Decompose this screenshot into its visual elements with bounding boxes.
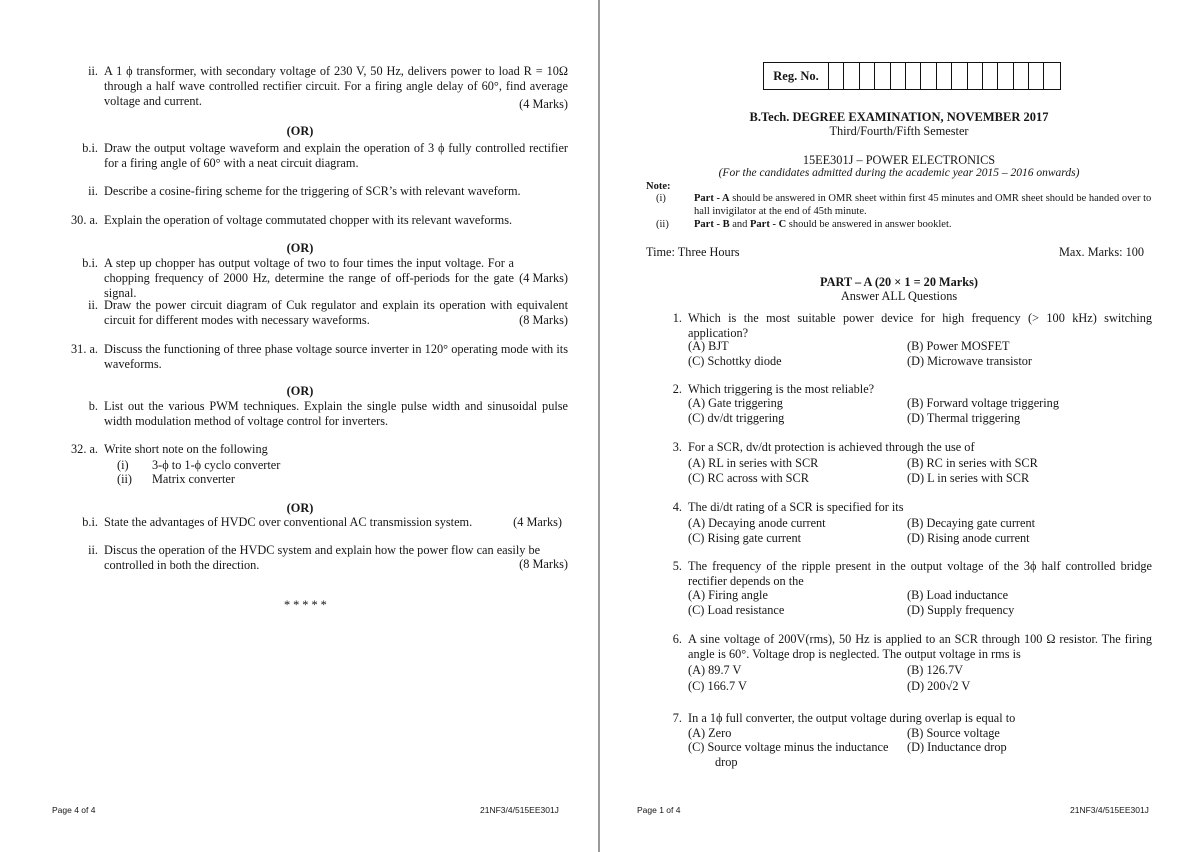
- option-c[interactable]: (C) RC across with SCR: [688, 471, 809, 485]
- marks: (8 Marks): [519, 313, 568, 327]
- reg-digit-box[interactable]: [906, 63, 921, 89]
- or-divider: (OR): [286, 384, 314, 398]
- option-d[interactable]: (D) Inductance drop: [907, 740, 1007, 754]
- max-marks: Max. Marks: 100: [1059, 245, 1145, 259]
- option-d[interactable]: (D) Thermal triggering: [907, 411, 1021, 425]
- note-2: Part - B and Part - C should be answered in answer booklet.: [694, 219, 952, 230]
- page-number: Page 1 of 4: [637, 805, 681, 815]
- reg-digit-box[interactable]: [1044, 63, 1059, 89]
- option-c[interactable]: (C) Source voltage minus the inductance drop: [688, 740, 889, 769]
- reg-digit-box[interactable]: [968, 63, 983, 89]
- right-page: Reg. No. B.Tech. DEGREE EXAMINATION, NOVEMBER 2017 Third/Fourth/Fifth Semester 15EE301J – POWER ELECTRONICS (For the candidates admitted during the academic year 2015 – 2016 onwards) Note: (i) Part - A should be answered in OMR sheet within first 45 minutes and OMR sheet should be handed over to hall invigilator at the end of 45th minute. (ii) Part - B and Part - C should be answered in answer booklet. Time: Three Hours Max. Marks: 100 PART – A (20 × 1 = 20 Marks) Answer ALL Questions 1. Which is the most suitable power device for high frequency (> 100 kHz) switching application? (A) BJT (B) Power MOSFET (C) Schottky diode (D) Microwave transistor 2. Which triggering is the most reliable? (A) Gate triggering (B) Forward voltage triggering (C) dv/dt triggering (D) Thermal triggering 3. For a SCR, dv/dt protection is achieved through the use of (A) RL in series with SCR (B) RC in series with SCR (C) RC across with SCR (D) L in series with SCR 4. The di/dt rating of a SCR is specified for its (A) Decaying anode current (B) Decaying gate current (C) Rising gate current (D) Rising anode current 5. The frequency of the ripple present in the output voltage of the 3ϕ half controlled bridge rectifier depends on the (A) Firing angle (B) Load inductance (C) Load resistance (D) Supply frequency 6. A sine voltage of 200V(rms), 50 Hz is applied to an SCR through 100 Ω resistor. The firing angle is 60°. Voltage drop is neglected. The output voltage in rms is (A) 89.7 V (B) 126.7V (C) 166.7 V (D) 200√2 V 7. In a 1ϕ full converter, the output voltage during overlap is equal to (A) Zero (B) Source voltage (C) Source voltage minus the inductance drop (D) Inductance drop Page 1 of 4 21NF3/4/515EE301J: [600, 0, 1200, 852]
- reg-digit-box[interactable]: [952, 63, 967, 89]
- reg-no-label: Reg. No.: [764, 63, 829, 89]
- exam-title: B.Tech. DEGREE EXAMINATION, NOVEMBER 2017: [749, 110, 1049, 124]
- reg-digit-box[interactable]: [844, 63, 859, 89]
- page-number: Page 4 of 4: [52, 805, 96, 815]
- end-stars: *****: [284, 598, 330, 612]
- or-divider: (OR): [286, 501, 314, 515]
- left-page: ii. A 1 ϕ transformer, with secondary voltage of 230 V, 50 Hz, delivers power to load R = 10Ω through a half wave controlled rectifier circuit. For a firing angle delay of 60°, find average voltage and current. (4 Marks) (OR) b.i. Draw the output voltage waveform and explain the operation of 3 ϕ fully controlled rectifier for a firing angle of 60° with a neat circuit diagram. ii. Describe a cosine-firing scheme for the triggering of SCR’s with relevant waveform. 30. a. Explain the operation of voltage commutated chopper with its relevant waveforms. (OR) b.i. A step up chopper has output voltage of two to four times the input voltage. For a chopping frequency of 2000 Hz, determine the range of off-periods for the gate signal. (4 Marks) ii. Draw the power circuit diagram of Cuk regulator and explain its operation with equivalent circuit for different modes with necessary waveforms. (8 Marks) 31. a. Discuss the functioning of three phase voltage source inverter in 120° operating mode with its waveforms. (OR) b. List out the various PWM techniques. Explain the single pulse width and sinusoidal pulse width modulation method of voltage control for inverters. 32. a. Write short note on the following (i) 3-ϕ to 1-ϕ cyclo converter (ii) Matrix converter (OR) b.i. State the advantages of HVDC over conventional AC transmission system. (4 Marks) ii. Discus the operation of the HVDC system and explain how the power flow can easily be controlled in both the direction. (8 Marks) ***** Page 4 of 4 21NF3/4/515EE301J: [0, 0, 600, 852]
- option-d[interactable]: (D) Rising anode current: [907, 531, 1030, 545]
- reg-digit-box[interactable]: [1014, 63, 1029, 89]
- note-1: Part - A should be answered in OMR sheet within first 45 minutes and OMR sheet should be handed over to hall invigilator at the end of 45th minute.: [694, 193, 1152, 217]
- option-b[interactable]: (B) Power MOSFET: [907, 339, 1010, 353]
- option-c[interactable]: (C) 166.7 V: [688, 679, 747, 693]
- option-b[interactable]: (B) 126.7V: [907, 663, 964, 677]
- note-label: Note:: [646, 181, 671, 192]
- reg-digit-box[interactable]: [891, 63, 906, 89]
- option-a[interactable]: (A) Zero: [688, 726, 732, 740]
- option-a[interactable]: (A) Decaying anode current: [688, 516, 826, 530]
- reg-digit-box[interactable]: [829, 63, 844, 89]
- option-c[interactable]: (C) Rising gate current: [688, 531, 802, 545]
- reg-digit-box[interactable]: [983, 63, 998, 89]
- option-a[interactable]: (A) RL in series with SCR: [688, 456, 819, 470]
- marks: (4 Marks): [519, 97, 568, 111]
- option-d[interactable]: (D) Supply frequency: [907, 603, 1015, 617]
- reg-digit-box[interactable]: [875, 63, 890, 89]
- option-a[interactable]: (A) Firing angle: [688, 588, 768, 602]
- option-b[interactable]: (B) RC in series with SCR: [907, 456, 1038, 470]
- paper-code: 21NF3/4/515EE301J: [1070, 805, 1149, 815]
- candidates-note: (For the candidates admitted during the academic year 2015 – 2016 onwards): [718, 167, 1080, 179]
- option-b[interactable]: (B) Forward voltage triggering: [907, 396, 1059, 410]
- time-label: Time: Three Hours: [646, 245, 740, 259]
- option-d[interactable]: (D) L in series with SCR: [907, 471, 1030, 485]
- option-b[interactable]: (B) Load inductance: [907, 588, 1009, 602]
- part-a-subtitle: Answer ALL Questions: [840, 289, 958, 303]
- option-a[interactable]: (A) BJT: [688, 339, 729, 353]
- option-a[interactable]: (A) 89.7 V: [688, 663, 742, 677]
- reg-no-box: [763, 62, 1061, 90]
- reg-digit-box[interactable]: [860, 63, 875, 89]
- or-divider: (OR): [286, 124, 314, 138]
- paper-code: 21NF3/4/515EE301J: [480, 805, 559, 815]
- option-d[interactable]: (D) Microwave transistor: [907, 354, 1032, 368]
- reg-digit-box[interactable]: [998, 63, 1013, 89]
- semester: Third/Fourth/Fifth Semester: [829, 124, 969, 138]
- reg-digit-box[interactable]: [921, 63, 936, 89]
- or-divider: (OR): [286, 241, 314, 255]
- course-title: 15EE301J – POWER ELECTRONICS: [802, 153, 996, 167]
- option-a[interactable]: (A) Gate triggering: [688, 396, 783, 410]
- option-c[interactable]: (C) dv/dt triggering: [688, 411, 785, 425]
- option-b[interactable]: (B) Decaying gate current: [907, 516, 1036, 530]
- option-d[interactable]: (D) 200√2 V: [907, 679, 971, 693]
- option-b[interactable]: (B) Source voltage: [907, 726, 1000, 740]
- part-a-title: PART – A (20 × 1 = 20 Marks): [820, 275, 978, 289]
- reg-digit-box[interactable]: [937, 63, 952, 89]
- marks: (4 Marks): [513, 515, 562, 529]
- marks: (8 Marks): [519, 557, 568, 571]
- marks: (4 Marks): [519, 271, 568, 285]
- option-c[interactable]: (C) Schottky diode: [688, 354, 782, 368]
- reg-digit-box[interactable]: [1029, 63, 1044, 89]
- option-c[interactable]: (C) Load resistance: [688, 603, 785, 617]
